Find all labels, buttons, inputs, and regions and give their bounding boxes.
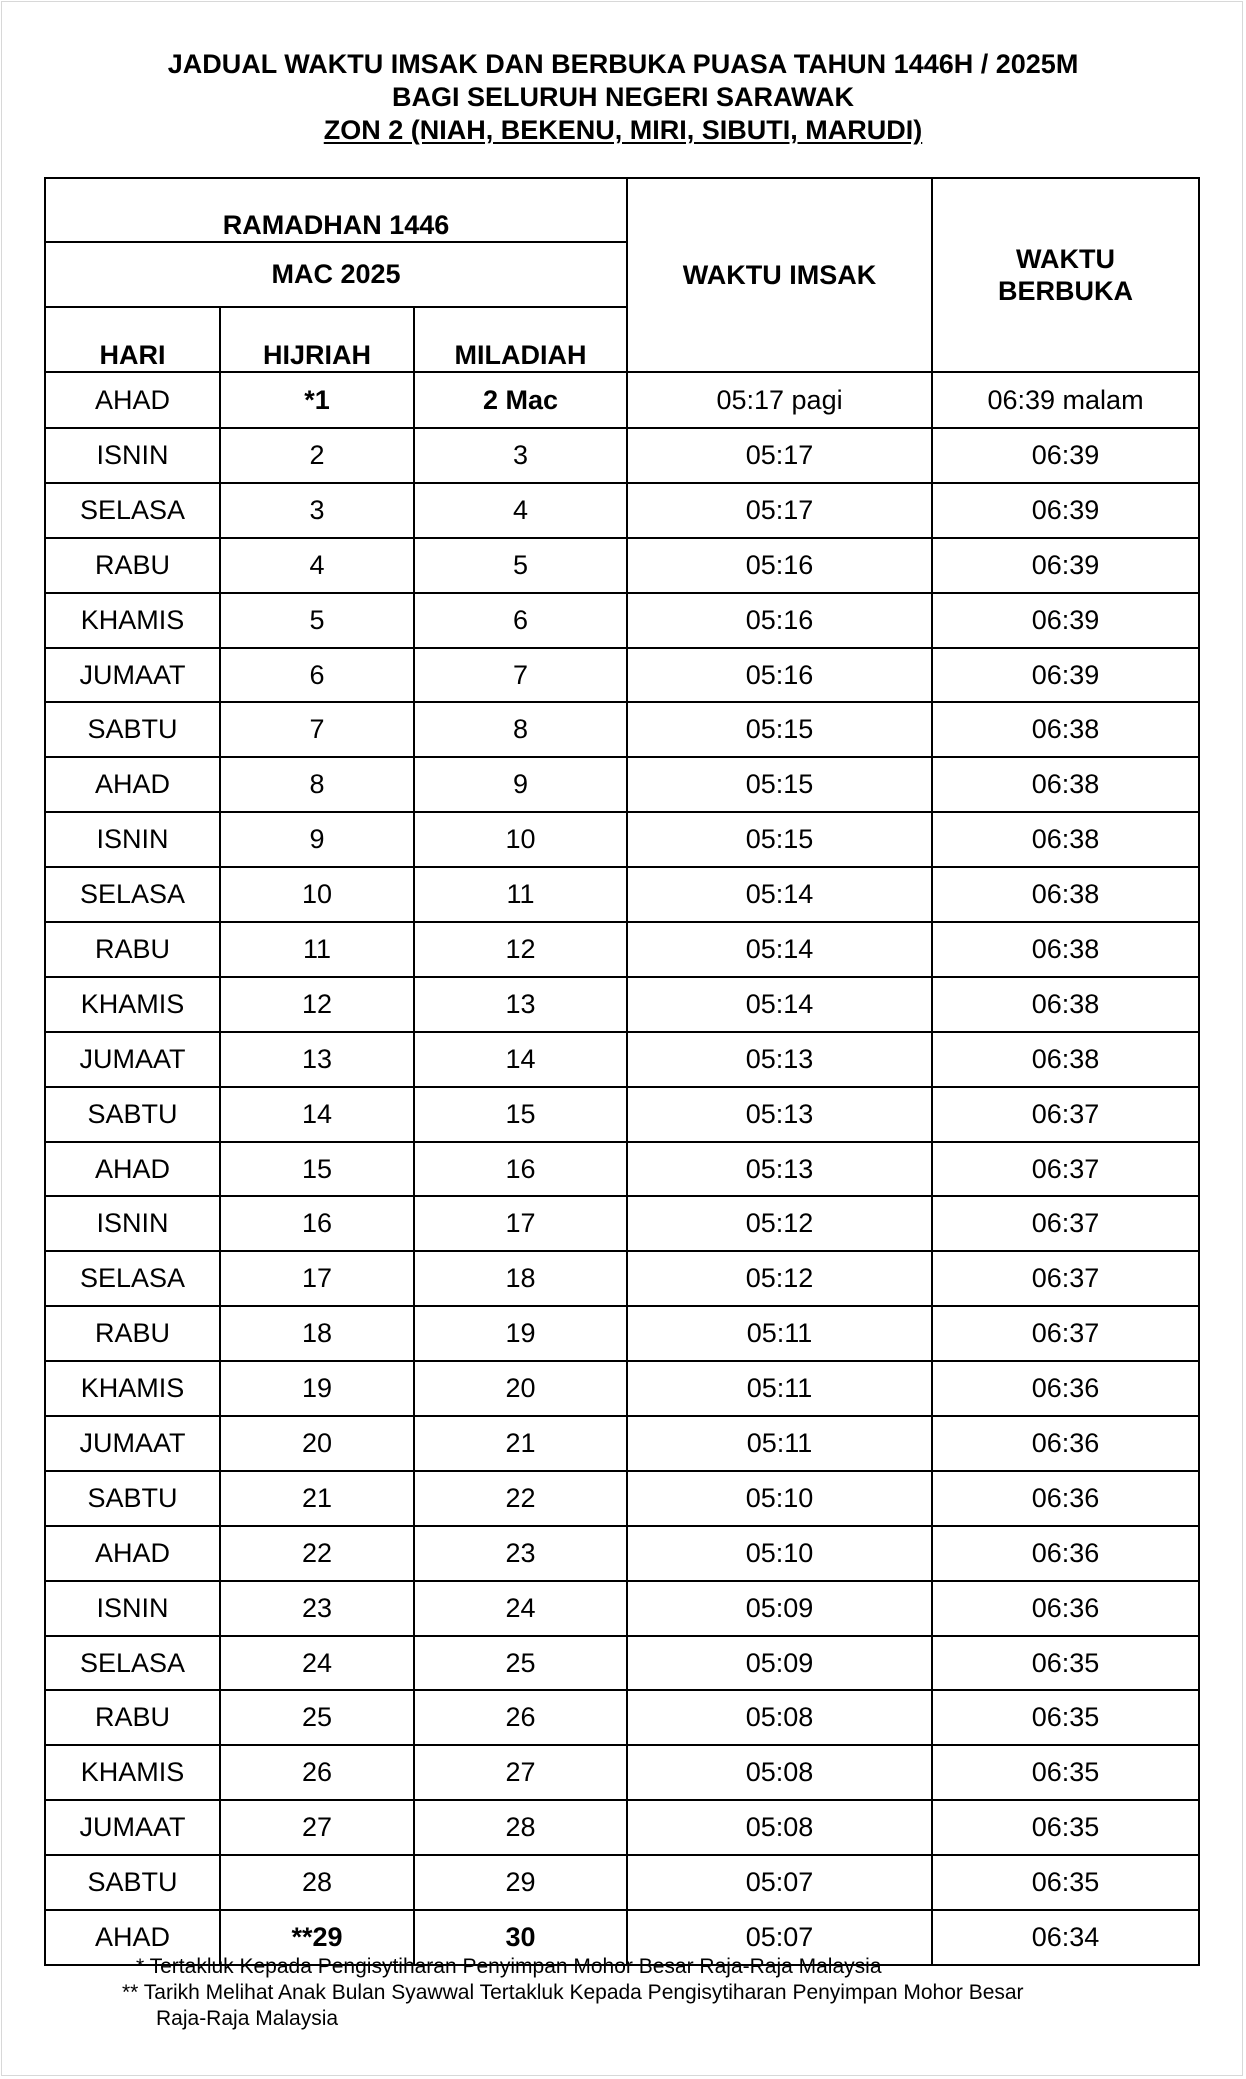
cell-miladiah: 7	[414, 648, 627, 703]
title-zone: ZON 2 (NIAH, BEKENU, MIRI, SIBUTI, MARUDI)	[323, 115, 923, 145]
cell-waktu-berbuka: 06:38	[932, 1032, 1199, 1087]
header-ramadhan: RAMADHAN 1446	[45, 178, 627, 242]
table-body	[45, 372, 1199, 1965]
header-berbuka-line1: WAKTU	[1016, 244, 1116, 274]
cell-waktu-berbuka: 06:39	[932, 428, 1199, 483]
cell-waktu-imsak: 05:11	[627, 1361, 932, 1416]
header-month: MAC 2025	[45, 242, 627, 307]
cell-hari: ISNIN	[45, 428, 220, 483]
cell-waktu-imsak: 05:07	[627, 1855, 932, 1910]
cell-miladiah: 5	[414, 538, 627, 593]
cell-hari: SELASA	[45, 1251, 220, 1306]
cell-hijriah: 13	[220, 1032, 414, 1087]
table-row	[45, 1800, 1199, 1855]
cell-waktu-berbuka: 06:38	[932, 757, 1199, 812]
cell-miladiah: 20	[414, 1361, 627, 1416]
cell-miladiah: 13	[414, 977, 627, 1032]
document-title	[0, 48, 1246, 147]
cell-waktu-imsak: 05:13	[627, 1032, 932, 1087]
cell-hari: RABU	[45, 922, 220, 977]
cell-waktu-berbuka: 06:37	[932, 1306, 1199, 1361]
cell-miladiah: 6	[414, 593, 627, 648]
cell-hari: SELASA	[45, 483, 220, 538]
cell-hari: RABU	[45, 1306, 220, 1361]
footnote-2: ** Tarikh Melihat Anak Bulan Syawwal Tertakluk Kepada Pengisytiharan Penyimpan Mohor Besar	[122, 1981, 1024, 2004]
schedule-table	[44, 177, 1200, 1966]
cell-waktu-imsak: 05:08	[627, 1745, 932, 1800]
cell-miladiah: 4	[414, 483, 627, 538]
cell-waktu-berbuka: 06:38	[932, 702, 1199, 757]
cell-miladiah: 3	[414, 428, 627, 483]
cell-hijriah: 15	[220, 1142, 414, 1197]
cell-waktu-berbuka: 06:37	[932, 1251, 1199, 1306]
cell-miladiah: 19	[414, 1306, 627, 1361]
cell-hari: KHAMIS	[45, 977, 220, 1032]
cell-hari: AHAD	[45, 1142, 220, 1197]
cell-waktu-berbuka: 06:37	[932, 1142, 1199, 1197]
cell-hari: JUMAAT	[45, 1032, 220, 1087]
cell-hari: JUMAAT	[45, 1800, 220, 1855]
cell-hijriah: 14	[220, 1087, 414, 1142]
footnote-2-continued: Raja-Raja Malaysia	[156, 2007, 339, 2030]
cell-waktu-imsak: 05:12	[627, 1251, 932, 1306]
cell-hari: RABU	[45, 538, 220, 593]
cell-waktu-berbuka: 06:38	[932, 977, 1199, 1032]
cell-hijriah: 25	[220, 1690, 414, 1745]
table-row	[45, 1087, 1199, 1142]
cell-waktu-berbuka: 06:36	[932, 1416, 1199, 1471]
table-row	[45, 1032, 1199, 1087]
header-hari: HARI	[45, 307, 220, 372]
cell-hijriah: 17	[220, 1251, 414, 1306]
table-header	[45, 178, 1199, 372]
cell-waktu-berbuka: 06:37	[932, 1196, 1199, 1251]
cell-hijriah: **29	[220, 1910, 414, 1965]
cell-waktu-berbuka: 06:39	[932, 538, 1199, 593]
cell-waktu-imsak: 05:10	[627, 1471, 932, 1526]
cell-waktu-berbuka: 06:35	[932, 1636, 1199, 1691]
table-row	[45, 1581, 1199, 1636]
cell-miladiah: 29	[414, 1855, 627, 1910]
cell-waktu-imsak: 05:16	[627, 648, 932, 703]
cell-waktu-berbuka: 06:37	[932, 1087, 1199, 1142]
cell-miladiah: 28	[414, 1800, 627, 1855]
cell-hari: SELASA	[45, 1636, 220, 1691]
cell-hari: SELASA	[45, 867, 220, 922]
table-row	[45, 812, 1199, 867]
cell-hijriah: 23	[220, 1581, 414, 1636]
cell-miladiah: 2 Mac	[414, 372, 627, 428]
cell-miladiah: 17	[414, 1196, 627, 1251]
cell-hari: ISNIN	[45, 1581, 220, 1636]
title-line-2: BAGI SELURUH NEGERI SARAWAK	[391, 82, 855, 112]
cell-waktu-imsak: 05:11	[627, 1416, 932, 1471]
cell-hari: SABTU	[45, 1087, 220, 1142]
table-row	[45, 648, 1199, 703]
cell-waktu-imsak: 05:10	[627, 1526, 932, 1581]
table-row	[45, 1690, 1199, 1745]
cell-hijriah: 19	[220, 1361, 414, 1416]
table-row	[45, 1416, 1199, 1471]
cell-hijriah: 9	[220, 812, 414, 867]
cell-hari: SABTU	[45, 702, 220, 757]
header-hijriah: HIJRIAH	[220, 307, 414, 372]
cell-miladiah: 21	[414, 1416, 627, 1471]
cell-hijriah: 27	[220, 1800, 414, 1855]
table-row	[45, 1361, 1199, 1416]
cell-hijriah: 20	[220, 1416, 414, 1471]
header-waktu-imsak: WAKTU IMSAK	[627, 178, 932, 372]
cell-hari: AHAD	[45, 1910, 220, 1965]
header-waktu-berbuka	[932, 178, 1199, 372]
cell-waktu-berbuka: 06:39	[932, 593, 1199, 648]
cell-waktu-imsak: 05:17	[627, 428, 932, 483]
cell-hijriah: 22	[220, 1526, 414, 1581]
cell-hijriah: 7	[220, 702, 414, 757]
cell-hari: ISNIN	[45, 812, 220, 867]
cell-waktu-berbuka: 06:36	[932, 1581, 1199, 1636]
cell-waktu-imsak: 05:15	[627, 812, 932, 867]
cell-hijriah: 8	[220, 757, 414, 812]
cell-hijriah: 11	[220, 922, 414, 977]
table-row	[45, 1196, 1199, 1251]
cell-hijriah: 24	[220, 1636, 414, 1691]
cell-waktu-berbuka: 06:36	[932, 1471, 1199, 1526]
header-berbuka-line2: BERBUKA	[998, 276, 1134, 306]
cell-waktu-berbuka: 06:39 malam	[932, 372, 1199, 428]
cell-miladiah: 14	[414, 1032, 627, 1087]
table-row	[45, 702, 1199, 757]
cell-miladiah: 11	[414, 867, 627, 922]
table-row	[45, 428, 1199, 483]
cell-hijriah: 4	[220, 538, 414, 593]
table-row	[45, 1142, 1199, 1197]
cell-hijriah: 28	[220, 1855, 414, 1910]
table-row	[45, 1306, 1199, 1361]
table-row	[45, 593, 1199, 648]
cell-miladiah: 16	[414, 1142, 627, 1197]
cell-miladiah: 26	[414, 1690, 627, 1745]
cell-hijriah: 18	[220, 1306, 414, 1361]
table-row	[45, 867, 1199, 922]
cell-miladiah: 25	[414, 1636, 627, 1691]
cell-hari: KHAMIS	[45, 1745, 220, 1800]
cell-waktu-imsak: 05:14	[627, 977, 932, 1032]
cell-hijriah: 10	[220, 867, 414, 922]
header-miladiah: MILADIAH	[414, 307, 627, 372]
table-row	[45, 1251, 1199, 1306]
cell-hari: AHAD	[45, 757, 220, 812]
cell-miladiah: 15	[414, 1087, 627, 1142]
cell-waktu-imsak: 05:15	[627, 702, 932, 757]
cell-miladiah: 23	[414, 1526, 627, 1581]
cell-waktu-berbuka: 06:36	[932, 1361, 1199, 1416]
table-row	[45, 372, 1199, 428]
cell-waktu-imsak: 05:13	[627, 1087, 932, 1142]
cell-waktu-imsak: 05:16	[627, 538, 932, 593]
cell-waktu-berbuka: 06:39	[932, 483, 1199, 538]
table-row	[45, 1471, 1199, 1526]
cell-hari: JUMAAT	[45, 1416, 220, 1471]
table-row	[45, 1526, 1199, 1581]
cell-miladiah: 10	[414, 812, 627, 867]
cell-hari: JUMAAT	[45, 648, 220, 703]
cell-miladiah: 22	[414, 1471, 627, 1526]
cell-hari: KHAMIS	[45, 1361, 220, 1416]
title-line-1: JADUAL WAKTU IMSAK DAN BERBUKA PUASA TAHUN 1446H / 2025M	[167, 49, 1079, 79]
cell-hijriah: *1	[220, 372, 414, 428]
cell-miladiah: 9	[414, 757, 627, 812]
table-row	[45, 922, 1199, 977]
table-row	[45, 1636, 1199, 1691]
cell-hari: AHAD	[45, 1526, 220, 1581]
cell-hijriah: 2	[220, 428, 414, 483]
cell-waktu-imsak: 05:13	[627, 1142, 932, 1197]
cell-waktu-imsak: 05:08	[627, 1690, 932, 1745]
cell-waktu-berbuka: 06:35	[932, 1690, 1199, 1745]
cell-hari: AHAD	[45, 372, 220, 428]
table-row	[45, 1855, 1199, 1910]
cell-waktu-berbuka: 06:39	[932, 648, 1199, 703]
cell-waktu-imsak: 05:08	[627, 1800, 932, 1855]
cell-waktu-imsak: 05:17	[627, 483, 932, 538]
cell-miladiah: 30	[414, 1910, 627, 1965]
cell-waktu-berbuka: 06:38	[932, 867, 1199, 922]
cell-miladiah: 8	[414, 702, 627, 757]
cell-waktu-imsak: 05:11	[627, 1306, 932, 1361]
cell-hijriah: 26	[220, 1745, 414, 1800]
cell-waktu-imsak: 05:09	[627, 1636, 932, 1691]
cell-waktu-imsak: 05:14	[627, 922, 932, 977]
cell-hijriah: 21	[220, 1471, 414, 1526]
cell-hijriah: 5	[220, 593, 414, 648]
cell-hari: ISNIN	[45, 1196, 220, 1251]
cell-waktu-imsak: 05:14	[627, 867, 932, 922]
cell-hijriah: 16	[220, 1196, 414, 1251]
cell-waktu-imsak: 05:17 pagi	[627, 372, 932, 428]
cell-waktu-imsak: 05:15	[627, 757, 932, 812]
footnote-1: * Tertakluk Kepada Pengisytiharan Penyimpan Mohor Besar Raja-Raja Malaysia	[136, 1955, 882, 1978]
cell-waktu-berbuka: 06:35	[932, 1800, 1199, 1855]
cell-hijriah: 6	[220, 648, 414, 703]
cell-hijriah: 3	[220, 483, 414, 538]
table-row	[45, 483, 1199, 538]
cell-waktu-berbuka: 06:35	[932, 1855, 1199, 1910]
cell-waktu-berbuka: 06:38	[932, 922, 1199, 977]
cell-miladiah: 27	[414, 1745, 627, 1800]
cell-waktu-imsak: 05:12	[627, 1196, 932, 1251]
cell-waktu-berbuka: 06:36	[932, 1526, 1199, 1581]
cell-waktu-imsak: 05:16	[627, 593, 932, 648]
table-row	[45, 538, 1199, 593]
cell-hari: RABU	[45, 1690, 220, 1745]
cell-waktu-berbuka: 06:34	[932, 1910, 1199, 1965]
cell-waktu-berbuka: 06:35	[932, 1745, 1199, 1800]
cell-waktu-berbuka: 06:38	[932, 812, 1199, 867]
table-row	[45, 757, 1199, 812]
cell-waktu-imsak: 05:09	[627, 1581, 932, 1636]
footnotes	[122, 1954, 1122, 2032]
cell-miladiah: 18	[414, 1251, 627, 1306]
cell-hari: KHAMIS	[45, 593, 220, 648]
cell-hari: SABTU	[45, 1471, 220, 1526]
cell-miladiah: 12	[414, 922, 627, 977]
cell-waktu-imsak: 05:07	[627, 1910, 932, 1965]
cell-hari: SABTU	[45, 1855, 220, 1910]
cell-hijriah: 12	[220, 977, 414, 1032]
table-row	[45, 977, 1199, 1032]
table-row	[45, 1745, 1199, 1800]
cell-miladiah: 24	[414, 1581, 627, 1636]
